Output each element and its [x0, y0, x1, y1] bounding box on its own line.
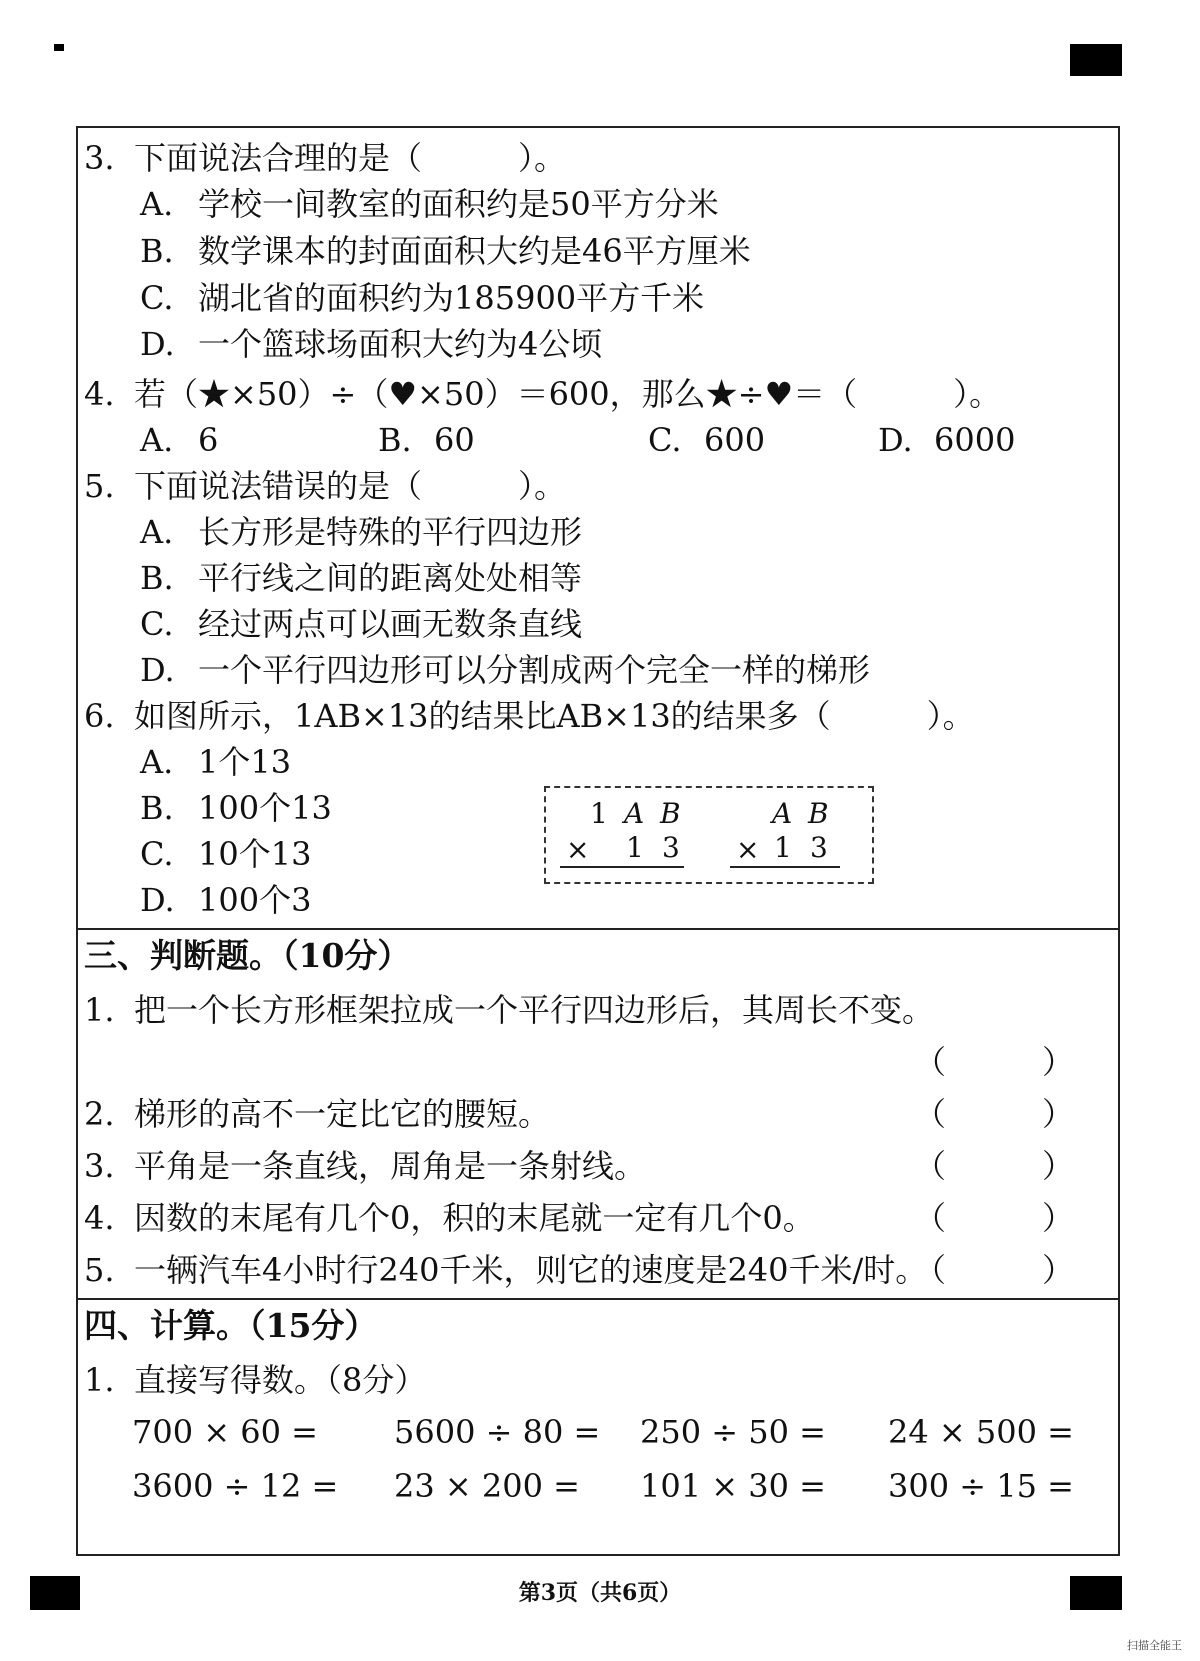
calc-sub-number: 1.: [84, 1361, 115, 1399]
diagram-left-digit-1b: 1: [626, 831, 644, 864]
diagram-right-digit-a: A: [772, 797, 793, 830]
exam-frame: [76, 126, 1120, 1556]
section3-title: 三、判断题。（10分）: [84, 936, 411, 975]
q3-number: 3.: [84, 139, 115, 177]
q3-stem: 下面说法合理的是（ ）。: [134, 139, 567, 177]
q6-option-letter: D.: [140, 881, 175, 919]
q6-option-letter: C.: [140, 835, 174, 873]
q4-option-text: 60: [434, 421, 475, 459]
calc-expression: 24 × 500 =: [888, 1413, 1074, 1451]
q6-number: 6.: [84, 697, 115, 735]
judge-item-number: 2.: [84, 1095, 115, 1133]
judge-answer-paren[interactable]: （ ）: [914, 1095, 1075, 1133]
q5-stem: 下面说法错误的是（ ）。: [134, 467, 567, 505]
q5-option-letter: C.: [140, 605, 174, 643]
section-divider: [78, 928, 1118, 930]
q5-number: 5.: [84, 467, 115, 505]
q6-option-text: 100个3: [198, 881, 312, 919]
judge-item-text: 平角是一条直线，周角是一条射线。: [134, 1147, 647, 1185]
q3-option-letter: C.: [140, 279, 174, 317]
judge-item-number: 4.: [84, 1199, 115, 1237]
q5-option-letter: A.: [140, 513, 174, 551]
section4-title: 四、计算。（15分）: [84, 1306, 378, 1345]
scanner-watermark: 扫描全能王: [1127, 1639, 1182, 1652]
diagram-left-underline: [560, 866, 684, 868]
q5-option-text: 平行线之间的距离处处相等: [198, 559, 583, 597]
judge-answer-paren[interactable]: （ ）: [914, 1043, 1075, 1081]
q3-option-text: 湖北省的面积约为185900平方千米: [198, 279, 705, 317]
judge-item-text: 把一个长方形框架拉成一个平行四边形后，其周长不变。: [134, 991, 935, 1029]
q4-number: 4.: [84, 375, 115, 413]
q5-option-text: 长方形是特殊的平行四边形: [198, 513, 583, 551]
registration-mark-top-left: [54, 44, 64, 51]
calc-expression: 5600 ÷ 80 =: [394, 1413, 601, 1451]
judge-item-number: 3.: [84, 1147, 115, 1185]
diagram-right-times: ×: [736, 833, 760, 866]
q6-stem: 如图所示，1AB×13的结果比AB×13的结果多（ ）。: [134, 697, 975, 735]
q4-option-text: 600: [704, 421, 766, 459]
judge-item-text: 梯形的高不一定比它的腰短。: [134, 1095, 551, 1133]
diagram-left-times: ×: [566, 833, 590, 866]
q3-option-text: 数学课本的封面面积大约是46平方厘米: [198, 232, 751, 270]
q6-option-letter: B.: [140, 789, 174, 827]
diagram-left-digit-b: B: [660, 797, 681, 830]
calc-expression: 250 ÷ 50 =: [640, 1413, 826, 1451]
q4-option-text: 6: [198, 421, 219, 459]
calc-expression: 23 × 200 =: [394, 1467, 580, 1505]
q3-option-letter: B.: [140, 232, 174, 270]
calc-expression: 101 × 30 =: [640, 1467, 826, 1505]
calc-sub-title: 直接写得数。（8分）: [134, 1361, 427, 1399]
judge-item-number: 1.: [84, 991, 115, 1029]
q6-option-letter: A.: [140, 743, 174, 781]
q6-option-text: 100个13: [198, 789, 332, 827]
q6-option-text: 1个13: [198, 743, 292, 781]
q4-option-letter: B.: [378, 421, 412, 459]
judge-item-text: 一辆汽车4小时行240千米，则它的速度是240千米/时。: [134, 1251, 928, 1289]
judge-answer-paren[interactable]: （ ）: [914, 1147, 1075, 1185]
q4-stem: 若（★×50）÷（♥×50）＝600，那么★÷♥＝（ ）。: [134, 375, 1002, 413]
diagram-left-digit-1: 1: [590, 797, 608, 830]
q4-option-letter: C.: [648, 421, 682, 459]
q5-option-letter: D.: [140, 651, 175, 689]
page-number-footer: 第3页（共6页）: [518, 1580, 682, 1606]
judge-answer-paren[interactable]: （ ）: [914, 1199, 1075, 1237]
q5-option-text: 经过两点可以画无数条直线: [198, 605, 583, 643]
judge-item-number: 5.: [84, 1251, 115, 1289]
q3-option-text: 一个篮球场面积大约为4公顷: [198, 325, 603, 363]
judge-item-text: 因数的末尾有几个0，积的末尾就一定有几个0。: [134, 1199, 815, 1237]
section-divider: [78, 1298, 1118, 1300]
diagram-right-digit-3: 3: [810, 831, 828, 864]
q3-option-letter: A.: [140, 185, 174, 223]
q3-option-letter: D.: [140, 325, 175, 363]
diagram-left-digit-3: 3: [662, 831, 680, 864]
q4-option-text: 6000: [934, 421, 1016, 459]
diagram-right-underline: [730, 866, 840, 868]
diagram-right-digit-1: 1: [774, 831, 792, 864]
registration-mark-top-right: [1070, 44, 1122, 76]
calc-expression: 3600 ÷ 12 =: [132, 1467, 339, 1505]
calc-expression: 300 ÷ 15 =: [888, 1467, 1074, 1505]
q6-option-text: 10个13: [198, 835, 312, 873]
diagram-left-digit-a: A: [624, 797, 645, 830]
calc-expression: 700 × 60 =: [132, 1413, 318, 1451]
diagram-right-digit-b: B: [808, 797, 829, 830]
judge-answer-paren[interactable]: （ ）: [914, 1251, 1075, 1289]
multiplication-diagram: [544, 786, 874, 884]
q5-option-letter: B.: [140, 559, 174, 597]
q3-option-text: 学校一间教室的面积约是50平方分米: [198, 185, 719, 223]
q5-option-text: 一个平行四边形可以分割成两个完全一样的梯形: [198, 651, 871, 689]
q4-option-letter: A.: [140, 421, 174, 459]
q4-option-letter: D.: [878, 421, 913, 459]
